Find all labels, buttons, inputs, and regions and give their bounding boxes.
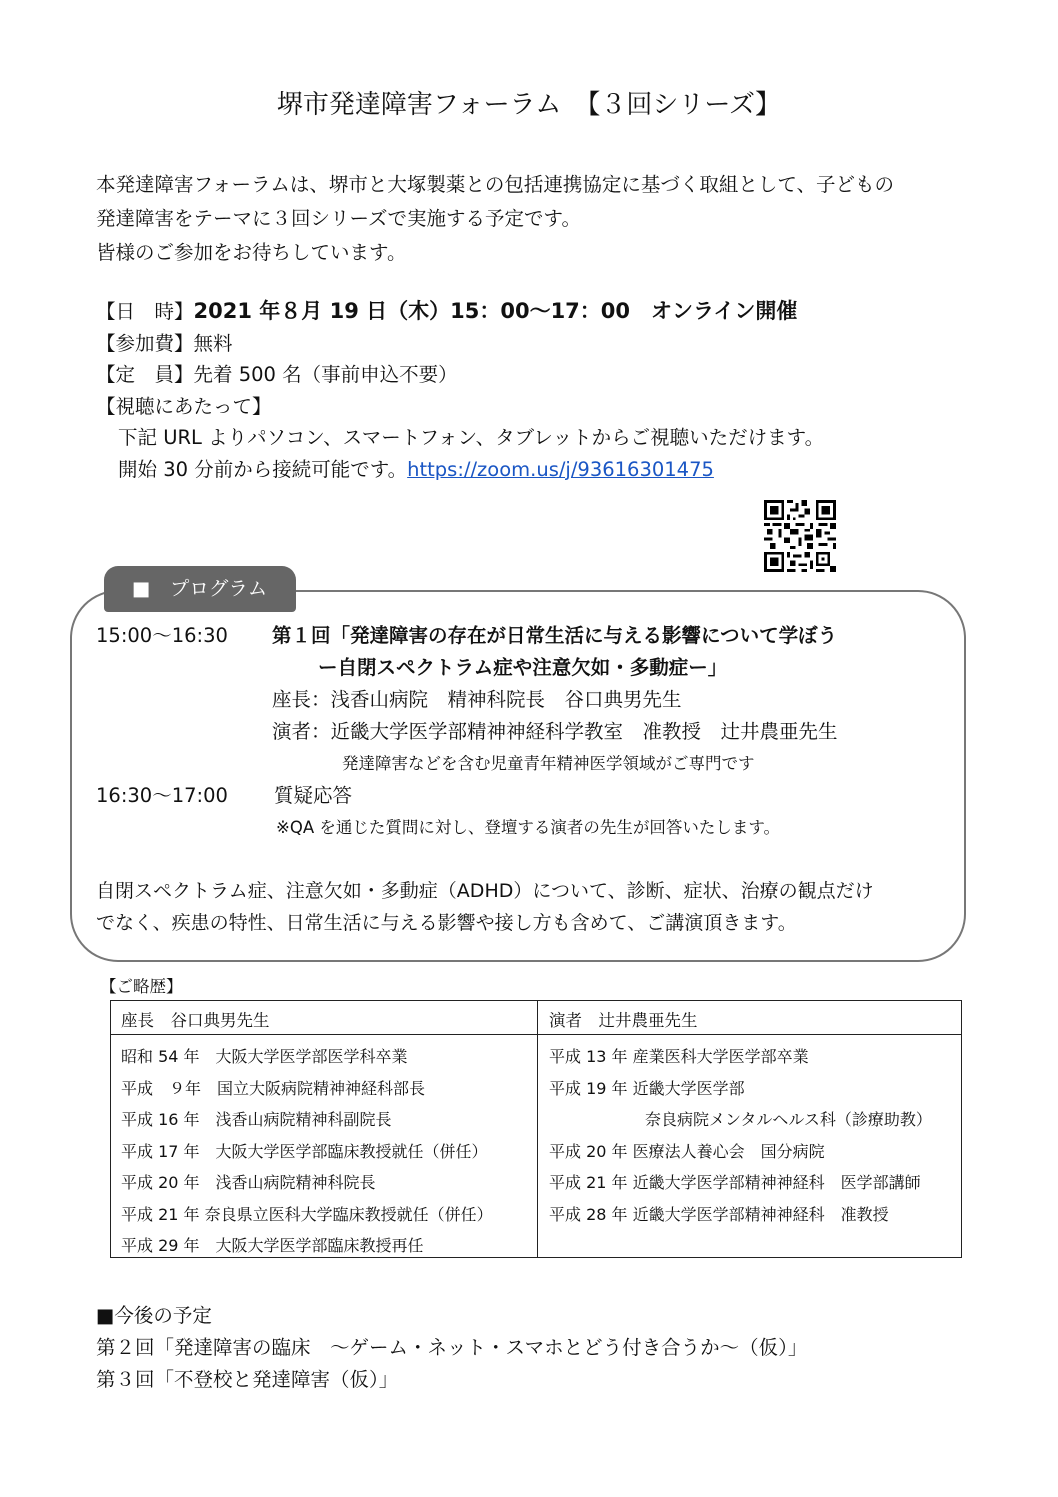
- capacity-label: 【定 員】: [96, 363, 194, 386]
- qa-label: 質疑応答: [274, 784, 353, 807]
- list-item: 奈良病院メンタルヘルス科（診療助教）: [549, 1110, 932, 1129]
- speaker-note: 発達障害などを含む児童青年精神医学領域がご専門です: [342, 754, 755, 773]
- list-item: 平成 13 年 産業医科大学医学部卒業: [549, 1047, 809, 1066]
- future-heading: ■今後の予定: [96, 1304, 212, 1327]
- list-item: 平成 21 年 奈良県立医科大学臨床教授就任（併任）: [121, 1204, 493, 1224]
- viewing-label: 【視聴にあたって】: [96, 394, 272, 418]
- capacity-value: 先着 500 名（事前申込不要）: [193, 363, 458, 386]
- left-header: 座長 谷口典男先生: [121, 1011, 270, 1030]
- career-table: [110, 1000, 962, 1258]
- intro-line: 本発達障害フォーラムは、堺市と大塚製薬との包括連携協定に基づく取組として、子どもの: [96, 173, 894, 196]
- speaker-label: 演者：: [272, 720, 331, 743]
- event-info: [96, 296, 824, 485]
- qa-time: 16:30～17:00: [96, 784, 228, 807]
- qr-code-icon[interactable]: [764, 500, 836, 572]
- future-item: 第２回「発達障害の臨床 ～ゲーム・ネット・スマホとどう付き合うか～（仮）」: [96, 1336, 808, 1359]
- intro-paragraph: [96, 168, 894, 270]
- career-label: 【ご略歴】: [100, 977, 183, 996]
- list-item: 平成 21 年 近畿大学医学部精神神経科 医学部講師: [549, 1173, 921, 1192]
- left-career-list: [121, 1041, 493, 1262]
- session-time: 15:00～16:30: [96, 624, 228, 647]
- list-item: 平成 ９年 国立大阪病院精神神経科部長: [121, 1078, 426, 1098]
- table-divider: [111, 1034, 961, 1035]
- list-item: 平成 20 年 医療法人養心会 国分病院: [549, 1141, 825, 1161]
- list-item: 平成 28 年 近畿大学医学部精神神経科 准教授: [549, 1204, 889, 1224]
- program-tab: ■ プログラム: [104, 566, 296, 612]
- qa-note: ※QA を通じた質問に対し、登壇する演者の先生が回答いたします。: [276, 818, 781, 837]
- page-title: 堺市発達障害フォーラム 【３回シリーズ】: [276, 90, 782, 120]
- fee-label: 【参加費】: [96, 331, 194, 355]
- session-title: 第１回「発達障害の存在が日常生活に与える影響について学ぼう: [272, 624, 838, 647]
- speaker-value: 近畿大学医学部精神神経科学教室 准教授 辻井農亜先生: [330, 720, 838, 743]
- viewing-line-url: [96, 454, 824, 486]
- viewing-line: 下記 URL よりパソコン、スマートフォン、タブレットからご視聴いただけます。: [118, 426, 825, 449]
- fee-row: [96, 328, 824, 360]
- list-item: 平成 16 年 浅香山病院精神科副院長: [121, 1110, 392, 1129]
- fee-value: 無料: [193, 331, 233, 355]
- intro-line: 発達障害をテーマに３回シリーズで実施する予定です。: [96, 207, 581, 230]
- list-item: 平成 17 年 大阪大学医学部臨床教授就任（併任）: [121, 1141, 488, 1161]
- date-label: 【日 時】: [96, 300, 194, 323]
- chair-value: 浅香山病院 精神科院長 谷口典男先生: [330, 688, 682, 711]
- list-item: 平成 19 年 近畿大学医学部: [549, 1078, 745, 1098]
- chair-row: [272, 684, 682, 712]
- chair-label: 座長：: [272, 688, 331, 711]
- session-subtitle: ー自閉スペクトラム症や注意欠如・多動症ー」: [318, 656, 728, 679]
- table-divider: [537, 1001, 538, 1257]
- viewing-line-prefix: 開始 30 分前から接続可能です。: [118, 457, 408, 481]
- right-career-list: [549, 1041, 932, 1230]
- summary-line: でなく、疾患の特性、日常生活に与える影響や接し方も含めて、ご講演頂きます。: [96, 912, 797, 934]
- intro-line: 皆様のご参加をお待ちしています。: [96, 241, 407, 264]
- zoom-url-link[interactable]: https://zoom.us/j/93616301475: [407, 457, 714, 481]
- date-row: [96, 296, 824, 328]
- date-value: 2021 年８月 19 日（木）15：00～17：00 オンライン開催: [193, 299, 798, 323]
- speaker-row: [272, 716, 838, 744]
- capacity-row: [96, 359, 824, 391]
- right-header: 演者 辻井農亜先生: [549, 1011, 698, 1030]
- list-item: 平成 29 年 大阪大学医学部臨床教授再任: [121, 1236, 424, 1255]
- summary-line: 自閉スペクトラム症、注意欠如・多動症（ADHD）について、診断、症状、治療の観点だけ: [96, 880, 874, 902]
- list-item: 平成 20 年 浅香山病院精神科院長: [121, 1173, 376, 1192]
- future-item: 第３回「不登校と発達障害（仮）」: [96, 1368, 399, 1391]
- future-schedule: [96, 1300, 807, 1396]
- list-item: 昭和 54 年 大阪大学医学部医学科卒業: [121, 1047, 408, 1066]
